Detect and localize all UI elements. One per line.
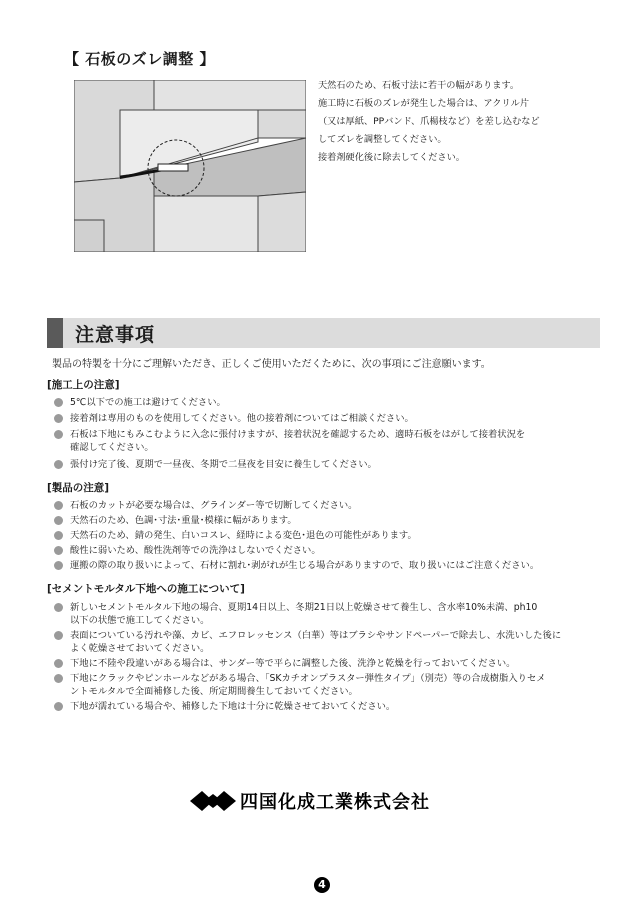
stone-offset-adjustment-title: 【 石板のズレ調整 】 (64, 50, 215, 68)
bullet-icon (54, 702, 63, 711)
caution-accent-block (47, 318, 63, 348)
bullet-icon (54, 460, 63, 469)
bullet-icon (54, 414, 63, 423)
cement-mortar-notes-list (54, 601, 614, 713)
bullet-icon (54, 546, 63, 555)
bullet-icon (54, 674, 63, 683)
cement-mortar-notes-heading: [セメントモルタル下地への施工について] (47, 583, 245, 595)
list-item: 運搬の際の取り扱いによって、石材に割れ･剥がれが生じる場合がありますので、取り扱いにはご注意ください。 (54, 559, 614, 572)
page-number: 4 (314, 877, 330, 893)
description-line: 天然石のため、石板寸法に若干の幅があります。 (318, 80, 520, 91)
description-line: してズレを調整してください。 (318, 134, 447, 145)
caution-header-bar (47, 318, 600, 348)
stone-offset-diagram (74, 80, 306, 252)
list-item: 張付け完了後、夏期で一昼夜、冬期で二昼夜を目安に養生してください。 (54, 458, 614, 471)
construction-notes-heading: [施工上の注意] (47, 379, 120, 391)
bullet-icon (54, 501, 63, 510)
list-item: 5℃以下での施工は避けてください。 (54, 396, 614, 409)
company-logo (190, 789, 430, 813)
bullet-icon (54, 659, 63, 668)
bullet-icon (54, 561, 63, 570)
bullet-icon (54, 531, 63, 540)
bullet-icon (54, 603, 63, 612)
list-item: 新しいセメントモルタル下地の場合、夏期14日以上、冬期21日以上乾燥させて養生し、含水率10%未満、ph10 以下の状態で施工してください。 (54, 601, 614, 627)
list-item: 下地が濡れている場合や、補修した下地は十分に乾燥させておいてください。 (54, 700, 614, 713)
construction-notes-list (54, 396, 614, 471)
product-notes-heading: [製品の注意] (47, 482, 110, 494)
caution-title: 注意事項 (75, 324, 156, 346)
list-item: 下地にクラックやピンホールなどがある場合、「SKカチオンプラスター弾性タイプ」（別売）等の合成樹脂入りセメ ントモルタルで全面補修した後、所定期間養生しておいてください。 (54, 672, 614, 698)
bullet-icon (54, 631, 63, 640)
list-item: 天然石のため、色調･寸法･重量･模様に幅があります。 (54, 514, 614, 527)
list-item: 下地に不陸や段違いがある場合は、サンダー等で平らに調整した後、洗浄と乾燥を行っておいてください。 (54, 657, 614, 670)
description-line: 施工時に石板のズレが発生した場合は、アクリル片 (318, 98, 530, 109)
company-name: 四国化成工業株式会社 (240, 792, 430, 813)
list-item: 表面についている汚れや藻、カビ、エフロレッセンス（白華）等はブラシやサンドペーパーで除去し、水洗いした後に よく乾燥させておいてください。 (54, 629, 614, 655)
description-line: 接着剤硬化後に除去してください。 (318, 152, 465, 163)
product-notes-list (54, 499, 614, 572)
list-item: 酸性に弱いため、酸性洗剤等での洗浄はしないでください。 (54, 544, 614, 557)
bullet-icon (54, 516, 63, 525)
list-item: 石板のカットが必要な場合は、グラインダー等で切断してください。 (54, 499, 614, 512)
list-item: 接着剤は専用のものを使用してください。他の接着剤についてはご相談ください。 (54, 412, 614, 425)
bullet-icon (54, 398, 63, 407)
list-item: 石板は下地にもみこむように入念に張付けますが、接着状況を確認するため、適時石板をはがして接着状況を 確認してください。 (54, 428, 614, 454)
caution-intro: 製品の特製を十分にご理解いただき、正しくご使用いただくために、次の事項にご注意願います。 (52, 359, 491, 370)
stone-offset-description (318, 77, 618, 167)
description-line: （又は厚紙、PPバンド、爪楊枝など）を差し込むなど (318, 116, 540, 127)
bullet-icon (54, 430, 63, 439)
shikoku-diamond-logo-icon (190, 789, 236, 813)
list-item: 天然石のため、錆の発生、白いコスレ、経時による変色･退色の可能性があります。 (54, 529, 614, 542)
